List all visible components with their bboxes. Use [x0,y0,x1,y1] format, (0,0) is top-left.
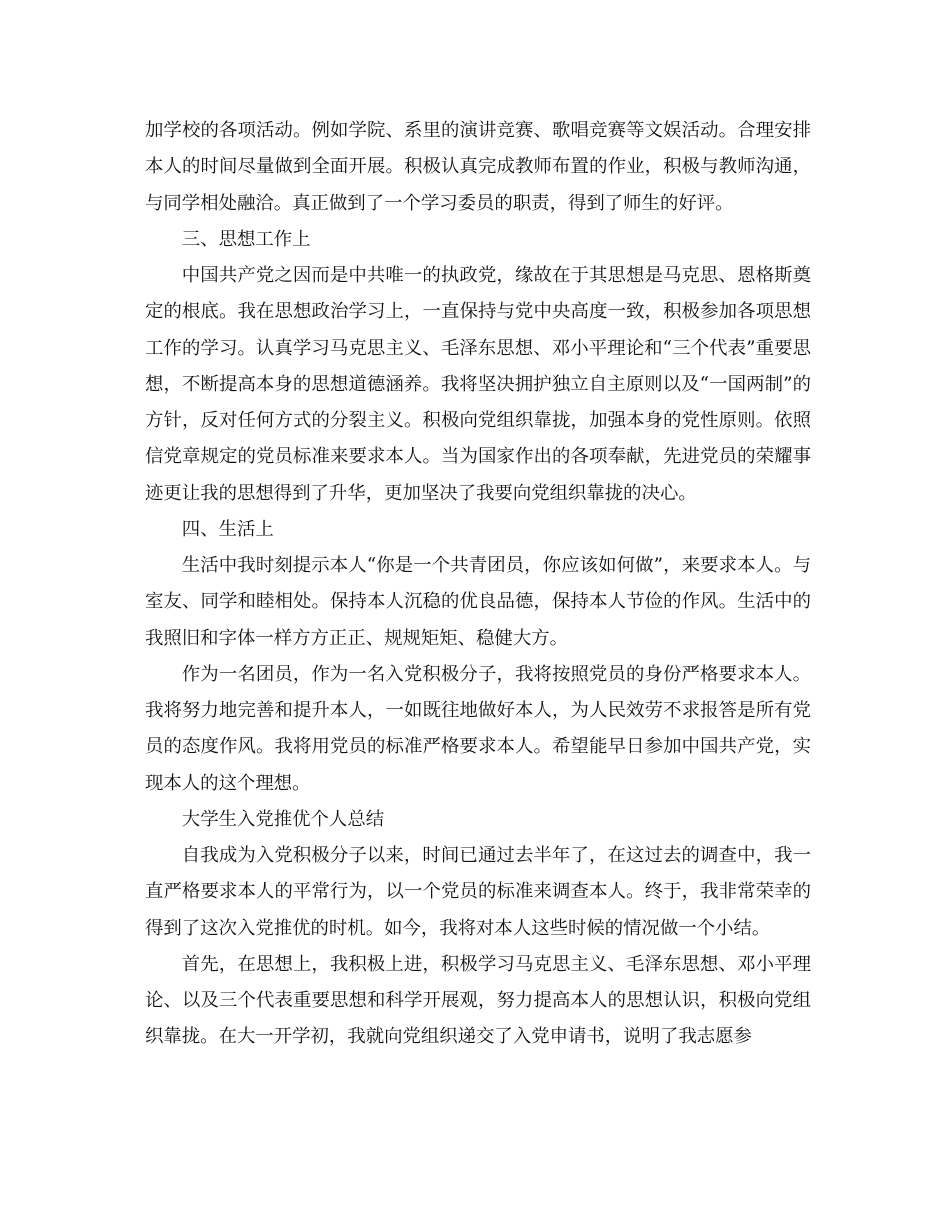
document-subtitle: 大学生入党推优个人总结 [181,808,385,830]
paragraph-intro: 自我成为入党积极分子以来，时间已通过去半年了，在这过去的调查中，我一直严格要求本人的平常行为，以一个党员的标准来调查本人。终于，我非常荣幸的得到了这次入党推优的时机。如今，我将对本人这些时候的情况做一个小结。 [145,845,811,939]
paragraph-life: 生活中我时刻提示本人“你是一个共青团员，你应该如何做”，来要求本人。与室友、同学和睦相处。保持本人沉稳的优良品德，保持本人节俭的作风。生活中的我照旧和字体一样方方正正、规规矩矩、稳健大方。 [145,555,811,649]
document-body [145,113,811,1056]
paragraph-first-thought: 首先，在思想上，我积极上进，积极学习马克思主义、毛泽东思想、邓小平理论、以及三个代表重要思想和科学开展观，努力提高本人的思想认识，积极向党组织靠拢。在大一开学初，我就向党组织递交了入党申请书，说明了我志愿参 [145,953,811,1048]
paragraph-continuation: 加学校的各项活动。例如学院、系里的演讲竞赛、歌唱竞赛等文娱活动。合理安排本人的时间尽量做到全面开展。积极认真完成教师布置的作业，积极与教师沟通，与同学相处融洽。真正做到了一个学习委员的职责，得到了师生的好评。 [145,120,811,214]
paragraph-thought: 中国共产党之因而是中共唯一的执政党，缘故在于其思想是马克思、恩格斯奠定的根底。我在思想政治学习上，一直保持与党中央高度一致，积极参加各项思想工作的学习。认真学习马克思主义、毛泽东思想、邓小平理论和“三个代表”重要思想，不断提高本身的思想道德涵养。我将坚决拥护独立自主原则以及“一国两制”的方针，反对任何方式的分裂主义。积极向党组织靠拢，加强本身的党性原则。依照信党章规定的党员标准来要求本人。当为国家作出的各项奉献，先进党员的荣耀事迹更让我的思想得到了升华，更加坚决了我要向党组织靠拢的决心。 [145,265,811,504]
section-heading-life: 四、生活上 [181,518,274,540]
section-heading-thought: 三、思想工作上 [181,228,311,250]
paragraph-commitment: 作为一名团员，作为一名入党积极分子，我将按照党员的身份严格要求本人。我将努力地完善和提升本人，一如既往地做好本人，为人民效劳不求报答是所有党员的态度作风。我将用党员的标准严格要求本人。希望能早日参加中国共产党，实现本人的这个理想。 [145,663,811,794]
